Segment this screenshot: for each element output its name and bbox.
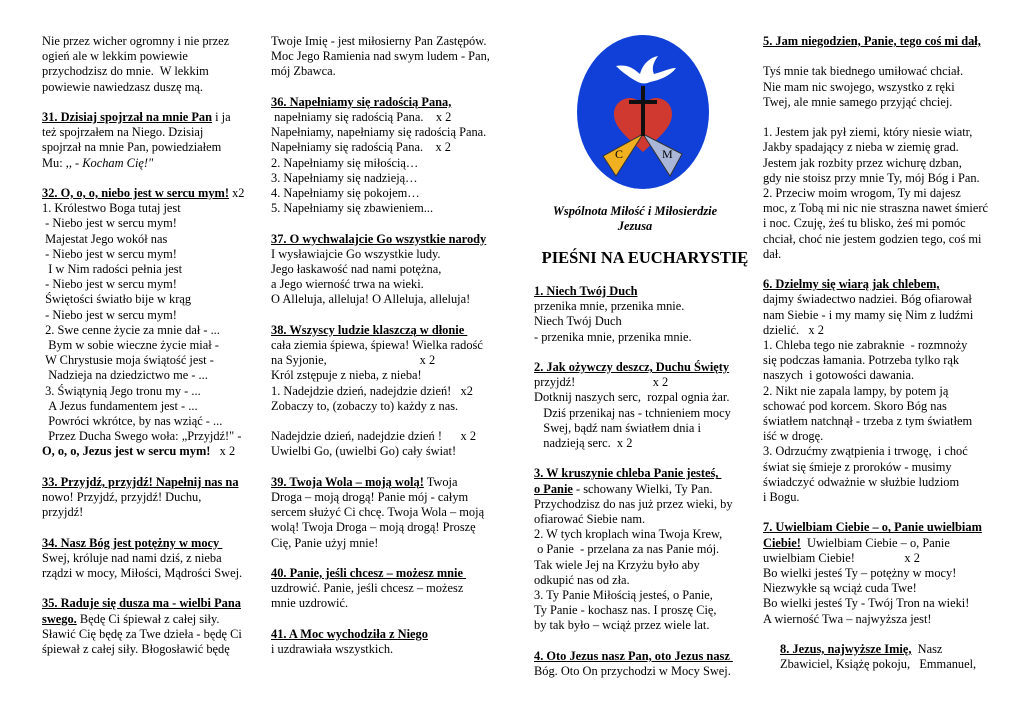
community-logo bbox=[576, 34, 710, 190]
text-line: świadczyć odważnie w służbie ludziom bbox=[763, 474, 960, 489]
text-line: Twoje Imię - jest miłosierny Pan Zastępów. bbox=[271, 34, 487, 48]
text-line: Swej, króluje nad nami dziś, z nieba bbox=[42, 550, 222, 565]
text-line: - Niebo jest w sercu mym! bbox=[42, 307, 177, 322]
text-line: się podczas łamania. Potrzeba tylko rąk bbox=[763, 353, 960, 368]
text-line: przyjdź! x 2 bbox=[534, 375, 669, 390]
text-line: O Alleluja, alleluja! O Alleluja, alleluja! bbox=[271, 292, 471, 307]
text-line: Bym w sobie wieczne życie miał - bbox=[42, 338, 219, 353]
text-line: Zbawiciel, Książę pokoju, Emmanuel, bbox=[780, 657, 977, 672]
text-line: 3. Napełniamy się nadzieją… bbox=[271, 170, 418, 185]
text-line: na Syjonie, x 2 bbox=[271, 353, 436, 368]
text-line: spojrzał na mnie Pan, powiedziałem bbox=[42, 140, 222, 155]
text-line: 2. Przeciw moim wrogom, Ty mi dajesz bbox=[763, 186, 961, 200]
text-line: śpiewał z całej siły. Błogosławić będę bbox=[42, 642, 230, 657]
text-line: i Bogu. bbox=[763, 490, 800, 505]
text-line: naszych i gotowości dawania. bbox=[763, 368, 915, 383]
text-line: Przychodzisz do nas już przez wieki, by bbox=[534, 496, 733, 511]
text-line: Jakby spadający z nieba w ziemię grad. bbox=[763, 140, 959, 155]
text-line: schować pod korcem. Skoro Bóg nas bbox=[763, 398, 947, 413]
column-1 bbox=[42, 34, 260, 657]
text-line: powiewie nawiedzasz duszę mą. bbox=[42, 79, 204, 94]
song-35-title: 35. Raduje się dusza ma - wielbi Pana bbox=[42, 596, 241, 611]
text-line: Sławić Cię będę za Twe dzieła - będę Ci bbox=[42, 626, 242, 641]
text-line: Mu: ,, - Kocham Cię!" bbox=[42, 155, 154, 170]
text-line: 2. Nikt nie zapala lampy, by potem ją bbox=[763, 383, 949, 398]
text-line: I wysławiajcie Go wszystkie ludy. bbox=[271, 246, 441, 261]
text-line: a Jego wierność trwa na wieki. bbox=[271, 277, 424, 292]
song-8-heading: 8. Jezus, najwyższe Imię, Nasz bbox=[780, 642, 943, 657]
text-line: ogień ale w lekkim powiewie bbox=[42, 49, 188, 64]
text-line: świat się śmieje z proroków - musimy bbox=[763, 459, 952, 474]
song-41-title: 41. A Moc wychodziła z Niego bbox=[271, 626, 428, 641]
text-line: dzielić. x 2 bbox=[763, 322, 824, 337]
song-32-refrain: O, o, o, Jezus jest w sercu mym! x 2 bbox=[42, 444, 236, 459]
text-line: Moc Jego Ramienia nad swym ludem - Pan, bbox=[271, 49, 490, 64]
cross-icon bbox=[641, 86, 645, 136]
column-3 bbox=[534, 284, 756, 679]
logo-emblem bbox=[576, 34, 710, 190]
text-line: Jego łaskawość nad nami potężna, bbox=[271, 262, 442, 277]
text-line: 3. Odrzućmy zwątpienia i trwogę, i choć bbox=[763, 444, 968, 459]
text-line: Napełniamy, napełniamy się radością Pana. bbox=[271, 125, 487, 140]
text-line: nadzieją serc. x 2 bbox=[534, 436, 633, 451]
text-line: chciał, choć nie jestem godzien tego, coś mi bbox=[763, 231, 982, 246]
text-line: przyjdź! bbox=[42, 505, 84, 520]
text-line: Bo wielki jesteś Ty - Twój Tron na wieki! bbox=[763, 596, 970, 611]
text-line: Bóg. Oto On przychodzi w Mocy Swej. bbox=[534, 664, 731, 679]
text-line: Król zstępuje z nieba, z nieba! bbox=[271, 368, 422, 383]
song-4-title: 4. Oto Jezus nasz Pan, oto Jezus nasz bbox=[534, 648, 733, 663]
text-line: 2. W tych kroplach wina Twoja Krew, bbox=[534, 527, 723, 542]
song-1-title: 1. Niech Twój Duch bbox=[534, 284, 638, 298]
text-line: Jestem jak rozbity przez wichurę dzban, bbox=[763, 155, 962, 170]
text-line: - przenika mnie, przenika mnie. bbox=[534, 329, 692, 344]
text-line: dał. bbox=[763, 246, 782, 261]
song-3-heading-cont: o Panie - schowany Wielki, Ty Pan. bbox=[534, 481, 713, 496]
text-line: Napełniamy się radością Pana. x 2 bbox=[271, 140, 451, 155]
text-line: 4. Napełniamy się pokojem… bbox=[271, 186, 420, 201]
song-36-title: 36. Napełniamy się radością Pana, bbox=[271, 94, 452, 109]
text-line: 3. Świątynią Jego tronu my - ... bbox=[42, 383, 201, 398]
text-line: Niezwykłe są wciąż cuda Twe! bbox=[763, 581, 917, 596]
song-38-title: 38. Wszyscy ludzie klaszczą w dłonie bbox=[271, 322, 468, 337]
page-title: PIEŚNI NA EUCHARYSTIĘ bbox=[541, 248, 749, 267]
community-name-line: Jezusa bbox=[617, 219, 653, 234]
text-line: uzdrowić. Panie, jeśli chcesz – możesz bbox=[271, 581, 464, 596]
song-3-title: 3. W kruszynie chleba Panie jesteś, bbox=[534, 466, 722, 481]
song-7-heading-cont: Ciebie! Uwielbiam Ciebie – o, Panie bbox=[763, 535, 950, 550]
text-line: 1. Jestem jak pył ziemi, który niesie wiatr, bbox=[763, 125, 973, 140]
logo-letter-m: M bbox=[662, 147, 673, 161]
song-40-title: 40. Panie, jeśli chcesz – możesz mnie bbox=[271, 566, 467, 581]
song-33-title: 33. Przyjdź, przyjdź! Napełnij nas na bbox=[42, 474, 239, 489]
logo-letter-c: C bbox=[615, 147, 624, 161]
song-37-title: 37. O wychwalajcie Go wszystkie narody bbox=[271, 231, 487, 246]
text-line: moc, z Tobą mi nic nie straszna nawet śmierć bbox=[763, 201, 988, 216]
text-line: Twej, ale mnie samego przyjąć chciej. bbox=[763, 94, 953, 109]
song-39-title: 39. Twoja Wola – moją wolą! bbox=[271, 474, 424, 489]
text-line: światłem natchnął - trzeba z tym światłem bbox=[763, 414, 973, 429]
text-line: - Niebo jest w sercu mym! bbox=[42, 246, 177, 261]
text-line: Nadzieja na dziedzictwo me - ... bbox=[42, 368, 208, 383]
text-line: Świętości światło bije w krąg bbox=[42, 292, 192, 307]
song-7-title: 7. Uwielbiam Ciebie – o, Panie uwielbiam bbox=[763, 520, 982, 535]
text-line: iść w drogę. bbox=[763, 429, 824, 444]
text-line: i uzdrawiała wszystkich. bbox=[271, 642, 394, 657]
text-line: sercem służyć Ci chcę. Twoja Wola – moją bbox=[271, 505, 485, 520]
text-line: Uwielbi Go, (uwielbi Go) cały świat! bbox=[271, 444, 457, 459]
song-8-title: 8. Jezus, najwyższe Imię, bbox=[780, 642, 912, 657]
text-line: też spojrzałem na Niego. Dzisiaj bbox=[42, 125, 204, 140]
text-line: I w Nim radości pełnia jest bbox=[42, 262, 183, 277]
text-line: cała ziemia śpiewa, śpiewa! Wielka radość bbox=[271, 338, 483, 353]
song-31-heading: 31. Dzisiaj spojrzał na mnie Pan i ja bbox=[42, 110, 231, 124]
community-name-line: Wspólnota Miłość i Miłosierdzie bbox=[552, 204, 718, 218]
text-line: uwielbiam Ciebie! x 2 bbox=[763, 550, 920, 565]
text-line: wolą! Twoja Droga – moją drogą! Proszę bbox=[271, 520, 476, 535]
text-line: przenika mnie, przenika mnie. bbox=[534, 299, 685, 314]
text-line: Ty Panie - kochasz nas. I proszę Cię, bbox=[534, 603, 717, 618]
text-line: 5. Napełniamy się zbawieniem... bbox=[271, 201, 434, 216]
text-line: Cię, Panie użyj mnie! bbox=[271, 535, 379, 550]
song-5-title: 5. Jam niegodzien, Panie, tego coś mi dał, bbox=[763, 34, 981, 48]
text-line: Droga – moją drogą! Panie mój - całym bbox=[271, 490, 469, 505]
song-35-heading-cont: swego. Będę Ci śpiewał z całej siły. bbox=[42, 611, 220, 626]
text-line: 2. Napełniamy się miłością… bbox=[271, 155, 419, 170]
text-line: Tyś mnie tak biednego umiłować chciał. bbox=[763, 64, 964, 79]
song-34-title: 34. Nasz Bóg jest potężny w mocy bbox=[42, 535, 223, 550]
text-line: i noc. Czuję, żeś tu blisko, żeś mi pomóc bbox=[763, 216, 966, 231]
text-line: mój Zbawca. bbox=[271, 64, 336, 79]
text-line: 3. Ty Panie Miłością jesteś, o Panie, bbox=[534, 588, 713, 603]
song-32-heading: 32. O, o, o, niebo jest w sercu mym! x2 bbox=[42, 186, 245, 200]
text-line: A wierność Twa – najwyższa jest! bbox=[763, 611, 932, 626]
text-line: Nie przez wicher ogromny i nie przez bbox=[42, 34, 230, 48]
text-line: napełniamy się radością Pana. x 2 bbox=[271, 110, 452, 124]
text-line: przychodzisz do mnie. W lekkim bbox=[42, 64, 209, 79]
text-line: Dziś przenikaj nas - tchnieniem mocy bbox=[534, 405, 731, 420]
text-line: - Niebo jest w sercu mym! bbox=[42, 277, 177, 292]
text-line: - Niebo jest w sercu mym! bbox=[42, 216, 177, 231]
community-name bbox=[534, 204, 736, 235]
text-line: mnie uzdrowić. bbox=[271, 596, 349, 611]
text-line: rządzi w mocy, Miłości, Mądrości Swej. bbox=[42, 566, 243, 581]
text-line: by tak było – wciąż przez wiele lat. bbox=[534, 618, 710, 633]
text-line: Nadejdzie dzień, nadejdzie dzień ! x 2 bbox=[271, 429, 477, 444]
text-line: Tak wiele Jej na Krzyżu było aby bbox=[534, 557, 700, 572]
text-line: Zobaczy to, (zobaczy to) każdy z nas. bbox=[271, 398, 459, 413]
text-line: Majestat Jego wokół nas bbox=[42, 231, 168, 246]
text-line: nowo! Przyjdź, przyjdź! Duchu, bbox=[42, 490, 202, 505]
text-line: Swej, bądź nam światłem dnia i bbox=[534, 420, 701, 435]
text-line: Powróci wkrótce, by nas wziąć - ... bbox=[42, 414, 223, 429]
text-line: W Chrystusie moja świątość jest - bbox=[42, 353, 214, 368]
song-2-title: 2. Jak ożywczy deszcz, Duchu Święty bbox=[534, 360, 730, 374]
song-39-heading: 39. Twoja Wola – moją wolą! Twoja bbox=[271, 474, 458, 489]
column-4 bbox=[763, 34, 1003, 672]
text-line: Bo wielki jesteś Ty – potężny w mocy! bbox=[763, 566, 957, 581]
text-line: Dotknij naszych serc, rozpal ognia żar. bbox=[534, 390, 730, 405]
text-line: Nie mam nic swojego, wszystko z ręki bbox=[763, 79, 955, 94]
text-line: 1. Chleba tego nie zabraknie - rozmnoży bbox=[763, 338, 968, 353]
text-line: dajmy świadectwo nadziei. Bóg ofiarował bbox=[763, 292, 972, 307]
text-line: 2. Swe cenne życie za mnie dał - ... bbox=[42, 322, 220, 337]
text-line: odkupić nas od zła. bbox=[534, 572, 630, 587]
text-line: Przez Ducha Swego woła: „Przyjdź!" - bbox=[42, 429, 242, 444]
text-line: 1. Królestwo Boga tutaj jest bbox=[42, 201, 181, 216]
song-6-title: 6. Dzielmy się wiarą jak chlebem, bbox=[763, 277, 940, 292]
text-line: Niech Twój Duch bbox=[534, 314, 622, 329]
song-31-title: 31. Dzisiaj spojrzał na mnie Pan bbox=[42, 110, 213, 124]
song-32-title: 32. O, o, o, niebo jest w sercu mym! bbox=[42, 186, 229, 200]
text-line: ofiarować Siebie nam. bbox=[534, 512, 646, 527]
text-line: o Panie - przelana za nas Panie mój. bbox=[534, 542, 720, 557]
text-line: nam Siebie - i my mamy się Nim z ludźmi bbox=[763, 307, 974, 322]
column-2 bbox=[271, 34, 496, 657]
text-line: 1. Nadejdzie dzień, nadejdzie dzień! x2 bbox=[271, 383, 473, 398]
text-line: A Jezus fundamentem jest - ... bbox=[42, 398, 198, 413]
text-line: gdy nie stoisz przy mnie Ty, mój Bóg i Pan. bbox=[763, 170, 980, 185]
